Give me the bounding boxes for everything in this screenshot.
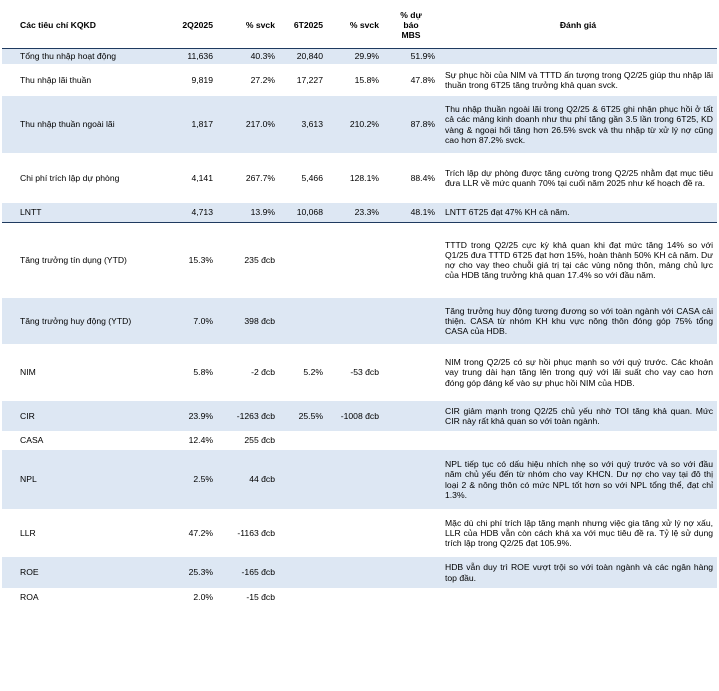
row-label: Tăng trưởng tín dụng (YTD)	[2, 223, 172, 298]
value-6t2025	[279, 223, 327, 298]
evaluation-text: TTTD trong Q2/25 cực kỳ khả quan khi đạt mức tăng 14% so với Q1/25 đưa TTTD 6T25 đạt hơn 15%, hoàn thành 50% KH cả năm. Dư nợ cho vay theo chuỗi giá trị tại các vùng nông thôn, mảng chủ lực của HDB tăng trưởng khả quan 17.4% so với đầu năm.	[439, 223, 717, 298]
evaluation-text: CIR giảm mạnh trong Q2/25 chủ yếu nhờ TOI tăng khả quan. Mức CIR này rất khả quan so với toàn ngành.	[439, 401, 717, 432]
row-label: NIM	[2, 345, 172, 401]
table-row	[2, 345, 717, 401]
evaluation-text: Thu nhập thuần ngoài lãi trong Q2/25 & 6T25 ghi nhận phục hồi ở tất cả các mảng kinh doanh như thu phí tăng gần 3.5 lần trong 6T25, KD vàng & ngoại hối tăng hơn 26.5% svck và thu nhập từ xử lý nợ cũng cao hơn 87.2% svck.	[439, 96, 717, 154]
table-row	[2, 298, 717, 345]
header-2q2025: 2Q2025	[172, 2, 217, 49]
value-h-yoy	[327, 432, 383, 450]
header-evaluation: Đánh giá	[439, 2, 717, 49]
value-6t2025: 25.5%	[279, 401, 327, 432]
table-row	[2, 432, 717, 450]
value-mbs-forecast: 87.8%	[383, 96, 439, 154]
table-row	[2, 401, 717, 432]
header-h-yoy: % svck	[327, 2, 383, 49]
evaluation-text	[439, 49, 717, 65]
value-mbs-forecast	[383, 298, 439, 345]
value-mbs-forecast	[383, 557, 439, 589]
value-2q2025: 12.4%	[172, 432, 217, 450]
table-row	[2, 589, 717, 607]
value-2q2025: 47.2%	[172, 510, 217, 557]
value-q-yoy: 27.2%	[217, 65, 279, 96]
value-h-yoy	[327, 557, 383, 589]
value-mbs-forecast: 48.1%	[383, 203, 439, 223]
value-2q2025: 4,141	[172, 154, 217, 203]
value-6t2025: 10,068	[279, 203, 327, 223]
evaluation-text: NPL tiếp tục có dấu hiệu nhích nhẹ so với quý trước và so với đầu năm chủ yếu đến từ nhóm cho vay KHCN. Dư nợ cho vay tại đô thị loại 2 & nông thôn có mức NPL tốt hơn so với NPL tổng thể, đạt chỉ 1.3%.	[439, 450, 717, 510]
value-mbs-forecast: 47.8%	[383, 65, 439, 96]
row-label: Thu nhập thuần ngoài lãi	[2, 96, 172, 154]
evaluation-text: Mặc dù chi phí trích lập tăng mạnh nhưng việc gia tăng xử lý nợ xấu, LLR của HDB vẫn còn cách khá xa với mục tiêu đề ra. Tỷ lệ sử dụng trích lập trong Q2/25 đạt 105.9%.	[439, 510, 717, 557]
value-q-yoy: -1163 đcb	[217, 510, 279, 557]
value-2q2025: 15.3%	[172, 223, 217, 298]
row-label: LNTT	[2, 203, 172, 223]
header-6t2025: 6T2025	[279, 2, 327, 49]
value-h-yoy: 210.2%	[327, 96, 383, 154]
value-h-yoy	[327, 223, 383, 298]
value-mbs-forecast	[383, 510, 439, 557]
value-mbs-forecast	[383, 345, 439, 401]
value-mbs-forecast: 51.9%	[383, 49, 439, 65]
value-h-yoy	[327, 298, 383, 345]
value-6t2025: 5.2%	[279, 345, 327, 401]
value-2q2025: 7.0%	[172, 298, 217, 345]
row-label: ROA	[2, 589, 172, 607]
value-2q2025: 2.0%	[172, 589, 217, 607]
value-2q2025: 1,817	[172, 96, 217, 154]
value-6t2025	[279, 510, 327, 557]
table-row	[2, 154, 717, 203]
value-6t2025	[279, 589, 327, 607]
value-2q2025: 4,713	[172, 203, 217, 223]
value-mbs-forecast	[383, 450, 439, 510]
value-h-yoy: 15.8%	[327, 65, 383, 96]
value-q-yoy: 217.0%	[217, 96, 279, 154]
value-q-yoy: 398 đcb	[217, 298, 279, 345]
value-q-yoy: 267.7%	[217, 154, 279, 203]
evaluation-text: HDB vẫn duy trì ROE vượt trội so với toàn ngành và các ngân hàng top đầu.	[439, 557, 717, 589]
value-6t2025	[279, 432, 327, 450]
value-2q2025: 5.8%	[172, 345, 217, 401]
value-h-yoy: -53 đcb	[327, 345, 383, 401]
value-mbs-forecast	[383, 401, 439, 432]
value-q-yoy: 235 đcb	[217, 223, 279, 298]
evaluation-text: Trích lập dự phòng được tăng cường trong Q2/25 nhằm đạt mục tiêu đưa LLR về mức quanh 70% tại cuối năm 2025 như kế hoạch đề ra.	[439, 154, 717, 203]
value-h-yoy	[327, 510, 383, 557]
row-label: CASA	[2, 432, 172, 450]
value-6t2025: 3,613	[279, 96, 327, 154]
value-6t2025	[279, 450, 327, 510]
row-label: ROE	[2, 557, 172, 589]
value-2q2025: 9,819	[172, 65, 217, 96]
value-q-yoy: -1263 đcb	[217, 401, 279, 432]
row-label: Tổng thu nhập hoạt động	[2, 49, 172, 65]
header-criteria: Các tiêu chí KQKD	[2, 2, 172, 49]
value-h-yoy: 29.9%	[327, 49, 383, 65]
value-2q2025: 25.3%	[172, 557, 217, 589]
row-label: NPL	[2, 450, 172, 510]
value-6t2025: 20,840	[279, 49, 327, 65]
value-6t2025	[279, 298, 327, 345]
evaluation-text: Tăng trưởng huy động tương đương so với toàn ngành với CASA cải thiện. CASA từ nhóm KH khu vực nông thôn đóng góp 75% tổng CASA của HDB.	[439, 298, 717, 345]
value-q-yoy: -15 đcb	[217, 589, 279, 607]
value-h-yoy: 128.1%	[327, 154, 383, 203]
row-label: CIR	[2, 401, 172, 432]
value-mbs-forecast	[383, 432, 439, 450]
header-mbs-forecast: % dự báo MBS	[383, 2, 439, 49]
table-row	[2, 49, 717, 65]
table-row	[2, 557, 717, 589]
table-row	[2, 223, 717, 298]
row-label: Chi phí trích lập dự phòng	[2, 154, 172, 203]
value-q-yoy: 40.3%	[217, 49, 279, 65]
row-label: LLR	[2, 510, 172, 557]
header-q-yoy: % svck	[217, 2, 279, 49]
value-q-yoy: 13.9%	[217, 203, 279, 223]
evaluation-text	[439, 589, 717, 607]
row-label: Tăng trưởng huy động (YTD)	[2, 298, 172, 345]
row-label: Thu nhập lãi thuần	[2, 65, 172, 96]
value-mbs-forecast	[383, 589, 439, 607]
evaluation-text: LNTT 6T25 đạt 47% KH cả năm.	[439, 203, 717, 223]
table-row	[2, 203, 717, 223]
value-mbs-forecast: 88.4%	[383, 154, 439, 203]
table-body	[2, 49, 717, 607]
value-q-yoy: -165 đcb	[217, 557, 279, 589]
evaluation-text	[439, 432, 717, 450]
evaluation-text: NIM trong Q2/25 có sự hồi phục mạnh so với quý trước. Các khoản vay trung dài hạn tăng lên trong quý với lãi suất cho vay cao hơn đóng góp đáng kể vào sự phục hồi NIM của HDB.	[439, 345, 717, 401]
value-h-yoy	[327, 450, 383, 510]
value-h-yoy	[327, 589, 383, 607]
value-q-yoy: -2 đcb	[217, 345, 279, 401]
value-q-yoy: 255 đcb	[217, 432, 279, 450]
value-6t2025	[279, 557, 327, 589]
value-2q2025: 11,636	[172, 49, 217, 65]
value-h-yoy: -1008 đcb	[327, 401, 383, 432]
business-results-table	[2, 2, 717, 607]
value-q-yoy: 44 đcb	[217, 450, 279, 510]
table-row	[2, 96, 717, 154]
header-row	[2, 2, 717, 49]
value-6t2025: 17,227	[279, 65, 327, 96]
value-2q2025: 2.5%	[172, 450, 217, 510]
table-row	[2, 450, 717, 510]
value-mbs-forecast	[383, 223, 439, 298]
value-2q2025: 23.9%	[172, 401, 217, 432]
table-row	[2, 510, 717, 557]
evaluation-text: Sự phục hồi của NIM và TTTD ấn tượng trong Q2/25 giúp thu nhập lãi thuần trong 6T25 tăng trưởng khả quan svck.	[439, 65, 717, 96]
table-row	[2, 65, 717, 96]
value-6t2025: 5,466	[279, 154, 327, 203]
value-h-yoy: 23.3%	[327, 203, 383, 223]
